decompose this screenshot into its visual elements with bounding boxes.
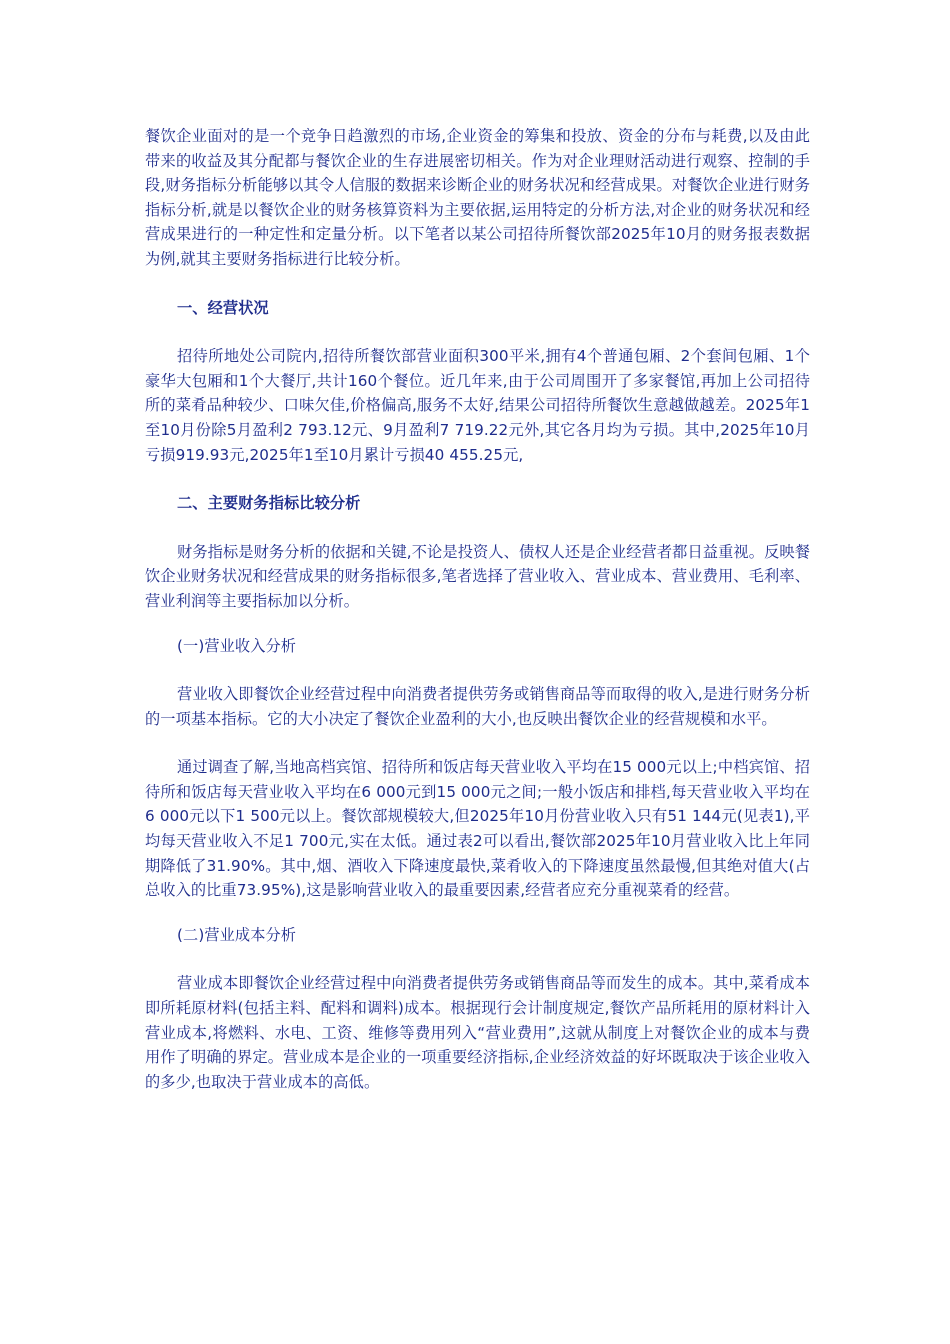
revenue-survey-paragraph: 通过调查了解,当地高档宾馆、招待所和饭店每天营业收入平均在15 000元以上;中档宾馆、招待所和饭店每天营业收入平均在6 000元到15 000元之间;一般小饭店和排档,每天营业收入平均在6 000元以下1 500元以上。餐饮部规模较大,但2025年10月份营业收入只有51 144元(见表1),平均每天营业收入不足1 700元,实在太低。通过表2可以看出,餐饮部2025年10月营业收入比上年同期降低了31.90%。其中,烟、酒收入下降速度最快,菜肴收入的下降速度虽然最慢,但其绝对值大(占总收入的比重73.95%),这是影响营业收入的最重要因素,经营者应充分重视菜肴的经营。 bbox=[145, 758, 810, 900]
section-heading-financial-indicators: 二、主要财务指标比较分析 bbox=[177, 494, 361, 513]
financial-indicators-paragraph: 财务指标是财务分析的依据和关键,不论是投资人、债权人还是企业经营者都日益重视。反映餐饮企业财务状况和经营成果的财务指标很多,笔者选择了营业收入、营业成本、营业费用、毛利率、营业利润等主要指标加以分析。 bbox=[145, 542, 810, 610]
document-body bbox=[145, 124, 810, 1094]
section-heading-operations: 一、经营状况 bbox=[177, 298, 269, 317]
operations-paragraph: 招待所地处公司院内,招待所餐饮部营业面积300平米,拥有4个普通包厢、2个套间包厢、1个豪华大包厢和1个大餐厅,共计160个餐位。近几年来,由于公司周围开了多家餐馆,再加上公司招待所的菜肴品种较少、口味欠佳,价格偏高,服务不太好,结果公司招待所餐饮生意越做越差。2025年1至10月份除5月盈利2 793.12元、9月盈利7 719.22元外,其它各月均为亏损。其中,2025年10月亏损919.93元,2025年1至10月累计亏损40 455.25元, bbox=[145, 347, 810, 464]
subheading-revenue-analysis: (一)营业收入分析 bbox=[177, 636, 297, 655]
cost-definition-paragraph: 营业成本即餐饮企业经营过程中向消费者提供劳务或销售商品等而发生的成本。其中,菜肴成本即所耗原材料(包括主料、配料和调料)成本。根据现行会计制度规定,餐饮产品所耗用的原材料计入营业成本,将燃料、水电、工资、维修等费用列入“营业费用”,这就从制度上对餐饮企业的成本与费用作了明确的界定。营业成本是企业的一项重要经济指标,企业经济效益的好坏既取决于该企业收入的多少,也取决于营业成本的高低。 bbox=[145, 974, 810, 1091]
subheading-cost-analysis: (二)营业成本分析 bbox=[177, 925, 297, 944]
intro-paragraph: 餐饮企业面对的是一个竞争日趋激烈的市场,企业资金的筹集和投放、资金的分布与耗费,以及由此带来的收益及其分配都与餐饮企业的生存进展密切相关。作为对企业理财活动进行观察、控制的手段,财务指标分析能够以其令人信服的数据来诊断企业的财务状况和经营成果。对餐饮企业进行财务指标分析,就是以餐饮企业的财务核算资料为主要依据,运用特定的分析方法,对企业的财务状况和经营成果进行的一种定性和定量分析。以下笔者以某公司招待所餐饮部2025年10月的财务报表数据为例,就其主要财务指标进行比较分析。 bbox=[145, 127, 810, 268]
revenue-definition-paragraph: 营业收入即餐饮企业经营过程中向消费者提供劳务或销售商品等而取得的收入,是进行财务分析的一项基本指标。它的大小决定了餐饮企业盈利的大小,也反映出餐饮企业的经营规模和水平。 bbox=[145, 685, 810, 728]
